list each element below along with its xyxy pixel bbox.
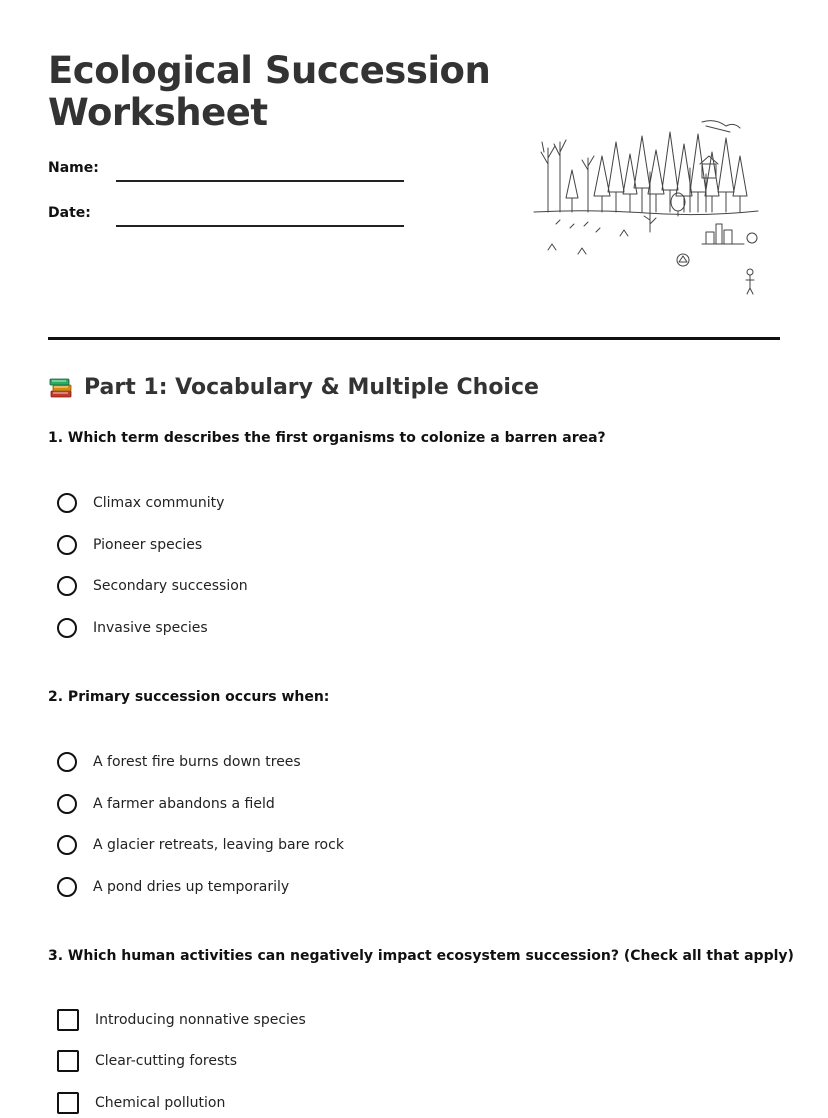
option-label: Chemical pollution: [95, 1095, 226, 1111]
title-line-1: Ecological Succession: [48, 49, 491, 92]
q3-option-3[interactable]: [57, 1091, 225, 1115]
books-icon: [48, 374, 74, 400]
q3-option-1[interactable]: [57, 1008, 306, 1032]
header-divider: [48, 337, 780, 340]
question-2: 2. Primary succession occurs when:: [48, 689, 330, 705]
name-field[interactable]: [116, 180, 404, 182]
radio-button[interactable]: [57, 877, 77, 897]
date-label: Date:: [48, 205, 91, 221]
option-label: A glacier retreats, leaving bare rock: [93, 837, 344, 853]
option-label: Introducing nonnative species: [95, 1012, 306, 1028]
radio-button[interactable]: [57, 618, 77, 638]
option-label: A farmer abandons a field: [93, 796, 275, 812]
name-label: Name:: [48, 160, 99, 176]
radio-button[interactable]: [57, 576, 77, 596]
question-1: 1. Which term describes the first organisms to colonize a barren area?: [48, 430, 606, 446]
option-label: Climax community: [93, 495, 225, 511]
checkbox[interactable]: [57, 1092, 79, 1114]
option-label: A pond dries up temporarily: [93, 879, 290, 895]
radio-button[interactable]: [57, 752, 77, 772]
radio-button[interactable]: [57, 835, 77, 855]
option-label: A forest fire burns down trees: [93, 754, 301, 770]
forest-sketch-icon: [530, 112, 762, 300]
date-field[interactable]: [116, 225, 404, 227]
checkbox[interactable]: [57, 1009, 79, 1031]
q1-option-4[interactable]: [57, 616, 208, 640]
q1-option-3[interactable]: [57, 574, 248, 598]
option-label: Clear-cutting forests: [95, 1053, 238, 1069]
part1-title: Part 1: Vocabulary & Multiple Choice: [84, 374, 539, 400]
q2-option-1[interactable]: [57, 750, 301, 774]
q1-option-2[interactable]: [57, 533, 202, 557]
title-line-2: Worksheet: [48, 91, 268, 134]
radio-button[interactable]: [57, 493, 77, 513]
q2-option-3[interactable]: [57, 833, 344, 857]
q1-option-1[interactable]: [57, 491, 224, 515]
q2-option-4[interactable]: [57, 875, 289, 899]
q2-option-2[interactable]: [57, 792, 275, 816]
option-label: Invasive species: [93, 620, 208, 636]
option-label: Secondary succession: [93, 578, 248, 594]
checkbox[interactable]: [57, 1050, 79, 1072]
page-title: [48, 50, 490, 134]
q3-option-2[interactable]: [57, 1049, 237, 1073]
part1-heading: [48, 374, 539, 400]
radio-button[interactable]: [57, 794, 77, 814]
question-3: 3. Which human activities can negatively impact ecosystem succession? (Check all that apply): [48, 948, 794, 964]
radio-button[interactable]: [57, 535, 77, 555]
option-label: Pioneer species: [93, 537, 203, 553]
